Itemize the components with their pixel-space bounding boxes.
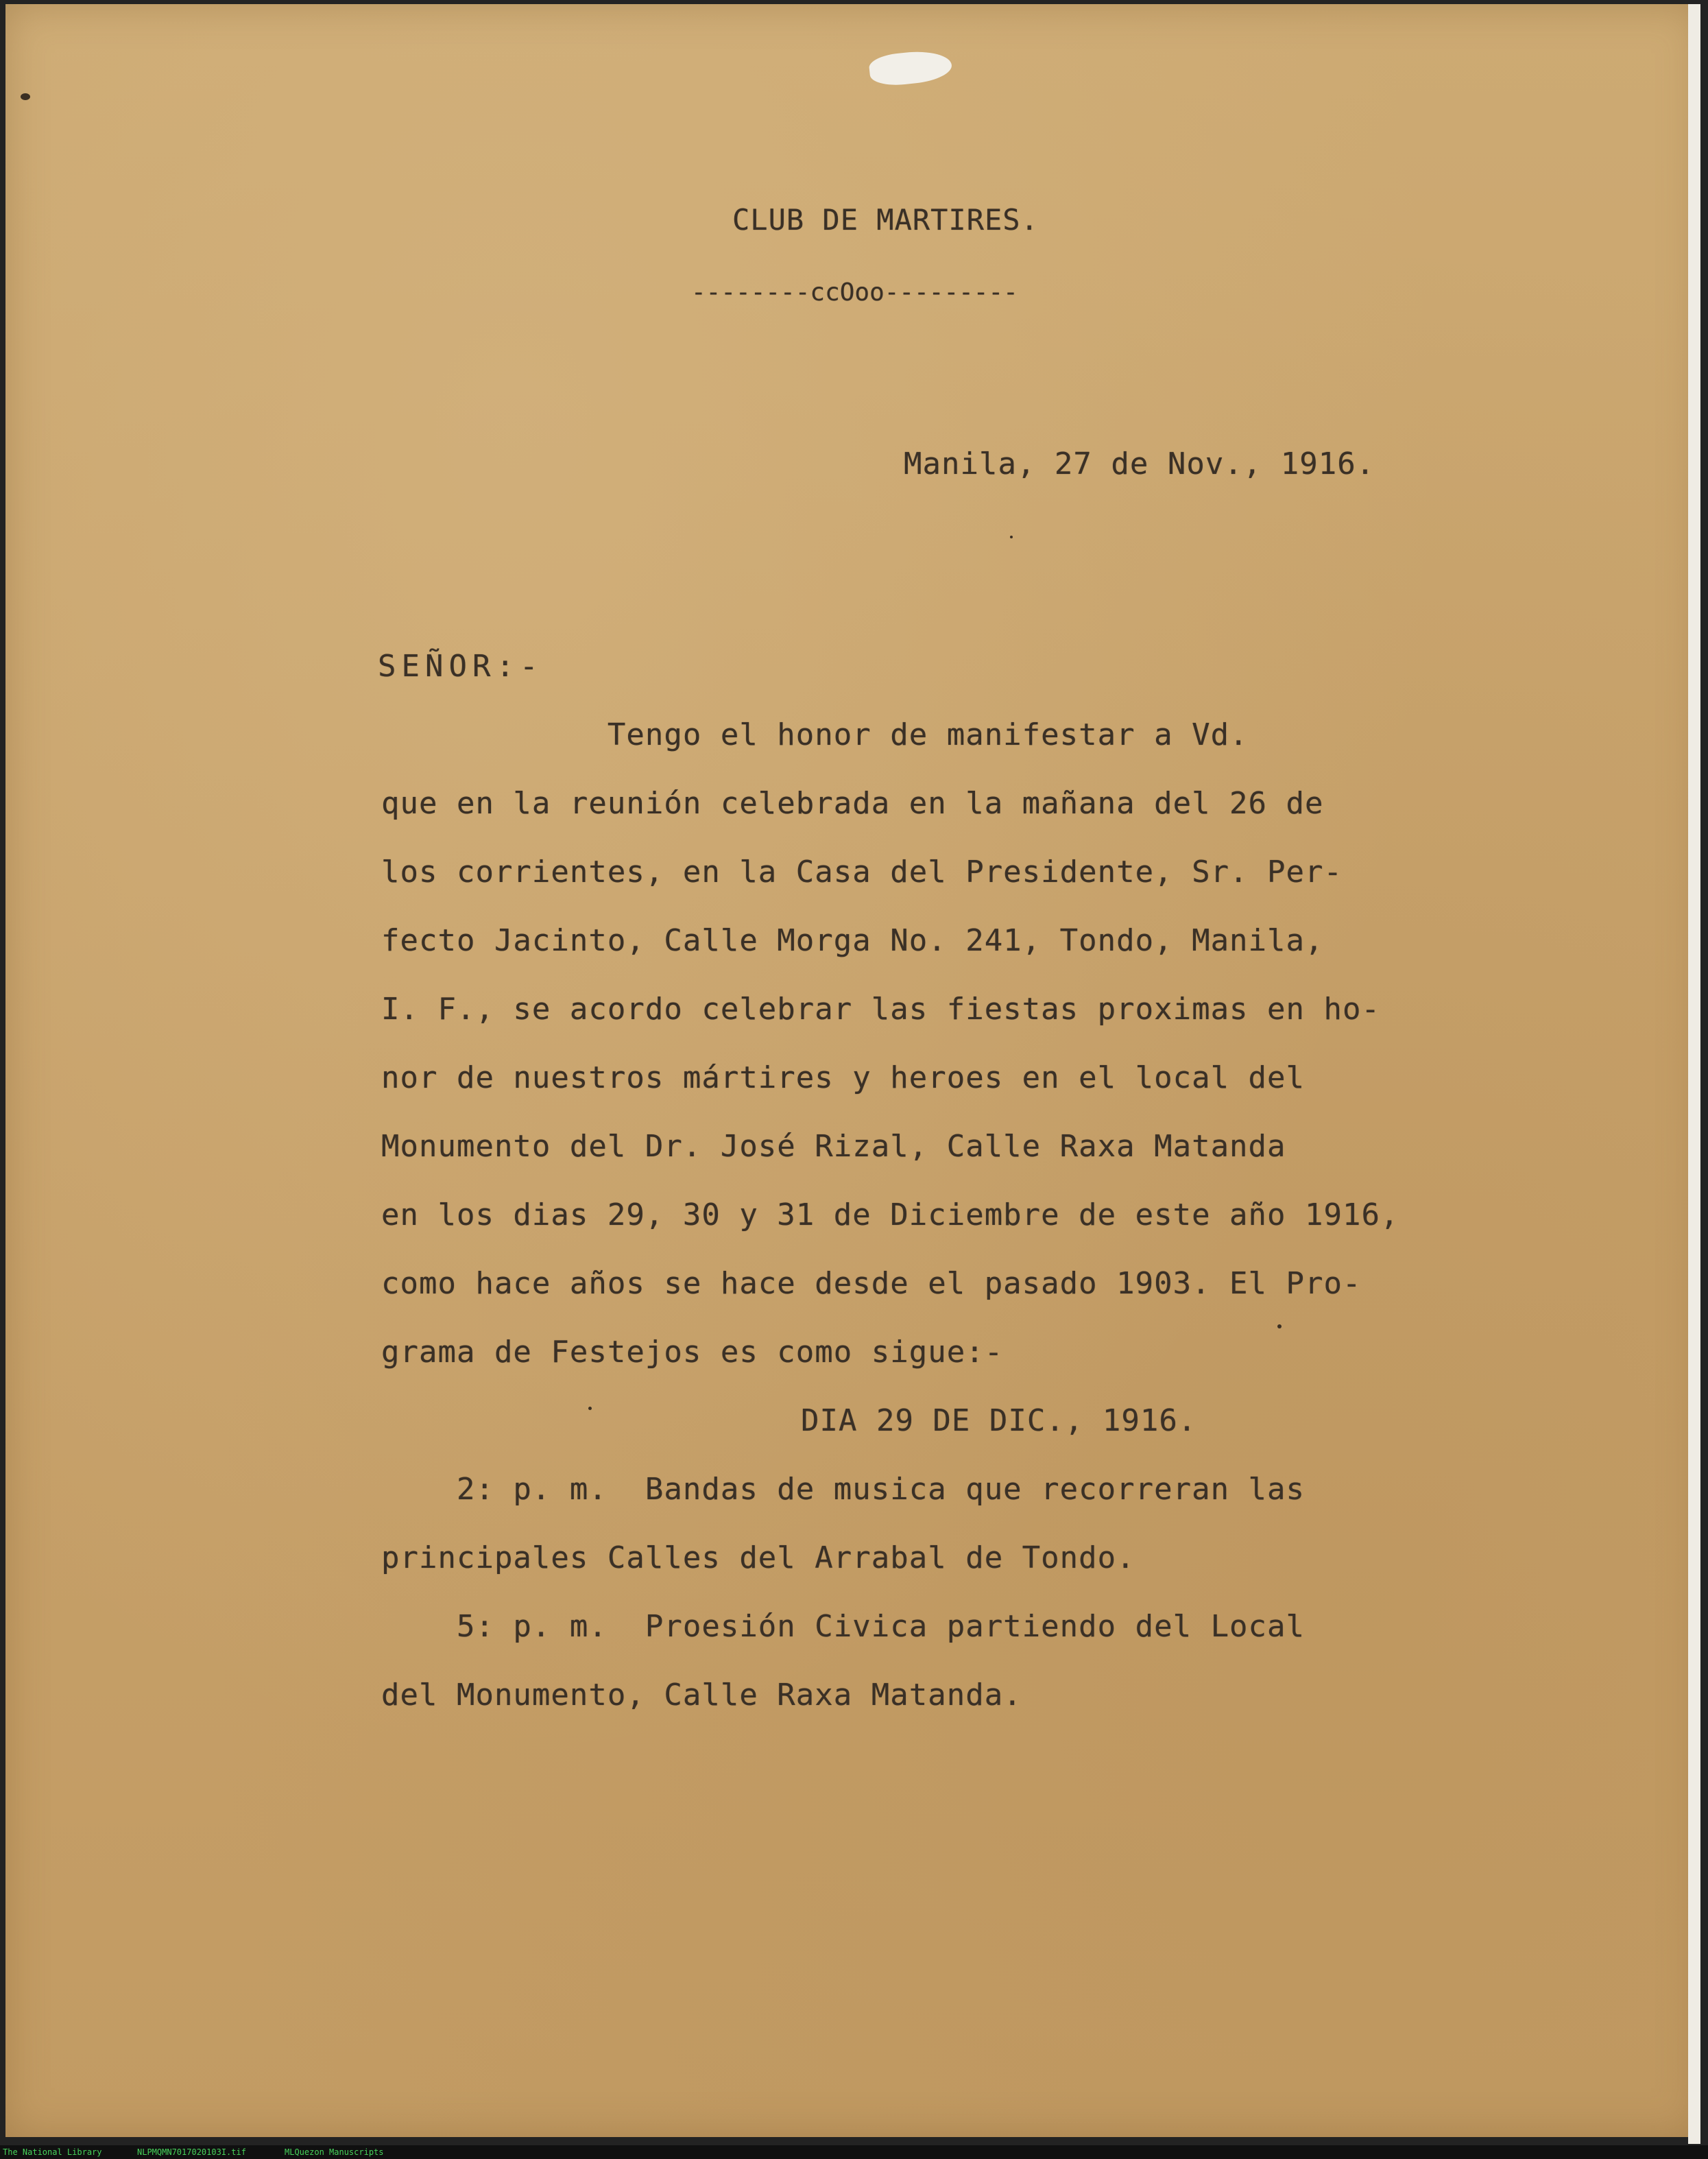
- program-line: principales Calles del Arrabal de Tondo.: [381, 1540, 1135, 1575]
- body-line: en los dias 29, 30 y 31 de Diciembre de este año 1916,: [381, 1197, 1399, 1232]
- body-line: que en la reunión celebrada en la mañana del 26 de: [381, 786, 1324, 821]
- body-line: Tengo el honor de manifestar a Vd.: [381, 717, 1249, 752]
- body-line: I. F., se acordo celebrar las fiestas proximas en ho-: [381, 992, 1380, 1027]
- paper-speck: [1010, 536, 1013, 538]
- scan-footer-bar: [0, 2145, 1708, 2159]
- paper-speck: [21, 93, 30, 100]
- paper-speck: [1277, 1324, 1282, 1328]
- body-line: grama de Festejos es como sigue:-: [381, 1335, 1004, 1370]
- body-line: los corrientes, en la Casa del Presidente, Sr. Per-: [381, 855, 1343, 890]
- body-line: como hace años se hace desde el pasado 1903. El Pro-: [381, 1266, 1362, 1301]
- program-line: 5: p. m. Proesión Civica partiendo del Local: [381, 1609, 1306, 1644]
- program-day-heading: DIA 29 DE DIC., 1916.: [801, 1403, 1197, 1438]
- program-line: 2: p. m. Bandas de musica que recorreran las: [381, 1472, 1306, 1507]
- body-line: nor de nuestros mártires y heroes en el local del: [381, 1060, 1306, 1095]
- footer-institution: The National Library: [3, 2147, 102, 2157]
- paper-right-edge: [1688, 4, 1700, 2144]
- letter-dateline: Manila, 27 de Nov., 1916.: [904, 446, 1375, 481]
- letter-heading: CLUB DE MARTIRES.: [732, 203, 1039, 237]
- program-line: del Monumento, Calle Raxa Matanda.: [381, 1678, 1022, 1713]
- paper-sheet: [5, 4, 1700, 2137]
- paper-speck: [588, 1407, 592, 1410]
- body-line: Monumento del Dr. José Rizal, Calle Raxa Matanda: [381, 1129, 1286, 1164]
- letter-salutation: SEÑOR:-: [378, 649, 544, 684]
- paper-hole: [868, 48, 953, 88]
- footer-filename: NLPMQMN7017020103I.tif: [137, 2147, 246, 2157]
- footer-collection: MLQuezon Manuscripts: [285, 2147, 384, 2157]
- heading-divider: --------ccOoo---------: [691, 278, 1018, 307]
- body-line: fecto Jacinto, Calle Morga No. 241, Tondo, Manila,: [381, 923, 1324, 958]
